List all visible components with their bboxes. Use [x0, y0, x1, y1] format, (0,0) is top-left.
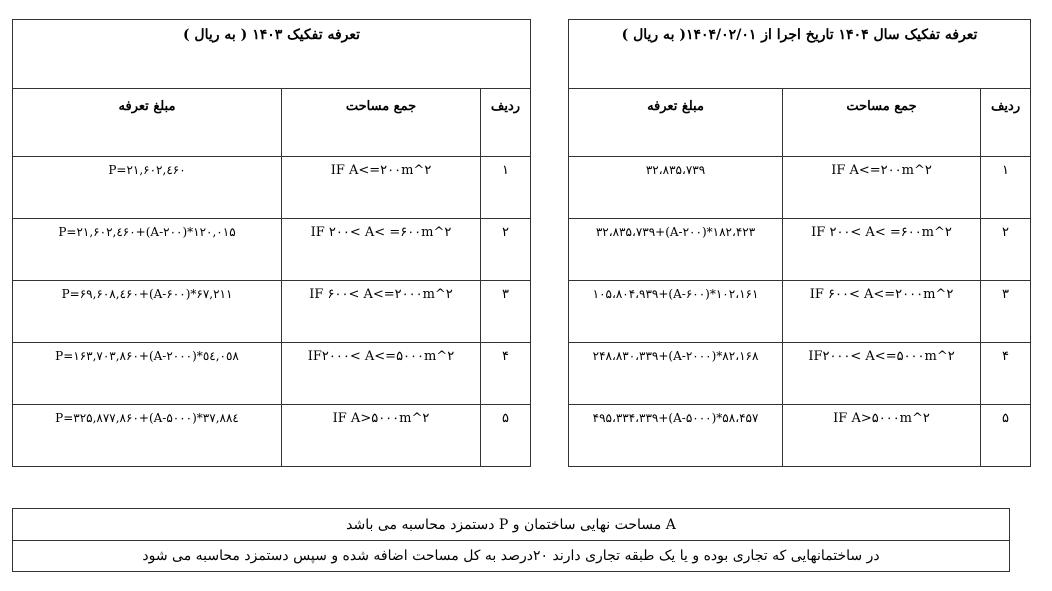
area-condition: IF A>۵۰۰۰m^۲ [332, 411, 430, 426]
header-tariff-amount: مبلغ تعرفه [569, 89, 783, 157]
row-number: ۴ [481, 343, 531, 405]
row-number: ۳ [981, 281, 1031, 343]
area-condition: IF۲۰۰۰< A<=۵۰۰۰m^۲ [307, 349, 455, 364]
table-row [569, 157, 1031, 219]
tariff-amount: P=۱۶۳,۷۰۳,۸۶۰+(A-۲۰۰۰)*٥٤,۰٥۸ [55, 349, 239, 363]
tariff-amount: P=۲۱,۶۰۲,٤۶۰ [108, 163, 186, 177]
notes-box [12, 508, 1010, 572]
tariff-amount: P=۳۲۵,۸۷۷,۸۶۰+(A-۵۰۰۰)*۳۷,۸۸٤ [55, 411, 239, 425]
row-number: ۴ [981, 343, 1031, 405]
tariff-amount: ۳۲،۸۳۵،۷۳۹ [645, 163, 706, 177]
table-row [13, 157, 531, 219]
table-title: تعرفه تفکیک سال ۱۴۰۴ تاریخ اجرا از ۱۴۰۴/۰۲/۰۱( به ریال ) [569, 20, 1031, 89]
tariff-table-1403 [12, 19, 531, 467]
area-condition: IF A<=۲۰۰m^۲ [831, 163, 932, 178]
table-row [569, 219, 1031, 281]
table-row [569, 405, 1031, 467]
tariff-table-1404 [568, 19, 1031, 467]
row-number: ۲ [481, 219, 531, 281]
area-condition: IF ۶۰۰< A<=۲۰۰۰m^۲ [309, 287, 453, 302]
area-condition: IF۲۰۰۰< A<=۵۰۰۰m^۲ [808, 349, 955, 364]
tariff-amount: ۱۰۵،۸۰۴،۹۳۹+(A-۶۰۰)*۱۰۲،۱۶۱ [592, 287, 759, 301]
row-number: ۵ [481, 405, 531, 467]
table-row [13, 343, 531, 405]
tariff-amount: ۴۹۵،۳۳۴،۳۳۹+(A-۵۰۰۰)*۵۸،۴۵۷ [592, 411, 759, 425]
area-condition: IF ۲۰۰< A< =۶۰۰m^۲ [811, 225, 952, 240]
area-condition: IF A<=۲۰۰m^۲ [330, 163, 432, 178]
note-commercial-surcharge: در ساختمانهایی که تجاری بوده و یا یک طبقه تجاری دارند ۲۰درصد به کل مساحت اضافه شده و سپس دستمزد محاسبه می شود [13, 541, 1010, 572]
row-number: ۱ [481, 157, 531, 219]
area-condition: IF A>۵۰۰۰m^۲ [833, 411, 930, 426]
header-tariff-amount: مبلغ تعرفه [13, 89, 282, 157]
area-condition: IF ۶۰۰< A<=۲۰۰۰m^۲ [809, 287, 954, 302]
row-number: ۳ [481, 281, 531, 343]
table-row [13, 281, 531, 343]
table-row [569, 343, 1031, 405]
header-row-number: ردیف [481, 89, 531, 157]
header-row-number: ردیف [981, 89, 1031, 157]
table-row [13, 405, 531, 467]
tariff-amount: P=۶۹,۶۰۸,٤۶۰+(A-۶۰۰)*۶۷,۲۱۱ [61, 287, 233, 301]
table-row [13, 219, 531, 281]
tariff-amount: ۲۴۸،۸۳۰،۳۳۹+(A-۲۰۰۰)*۸۲،۱۶۸ [592, 349, 759, 363]
table-title: تعرفه تفکیک ۱۴۰۳ ( به ریال ) [13, 20, 531, 89]
table-row [569, 281, 1031, 343]
row-number: ۱ [981, 157, 1031, 219]
row-number: ۲ [981, 219, 1031, 281]
note-definition: A مساحت نهایی ساختمان و P دستمزد محاسبه می باشد [13, 509, 1010, 541]
header-total-area: جمع مساحت [783, 89, 981, 157]
row-number: ۵ [981, 405, 1031, 467]
header-total-area: جمع مساحت [282, 89, 481, 157]
tariff-amount: ۳۲،۸۳۵،۷۳۹+(A-۲۰۰)*۱۸۲،۴۲۳ [595, 225, 756, 239]
area-condition: IF ۲۰۰< A< =۶۰۰m^۲ [310, 225, 452, 240]
tariff-amount: P=۲۱,۶۰۲,٤۶۰+(A-۲۰۰)*۱۲۰,۰۱۵ [58, 225, 236, 239]
